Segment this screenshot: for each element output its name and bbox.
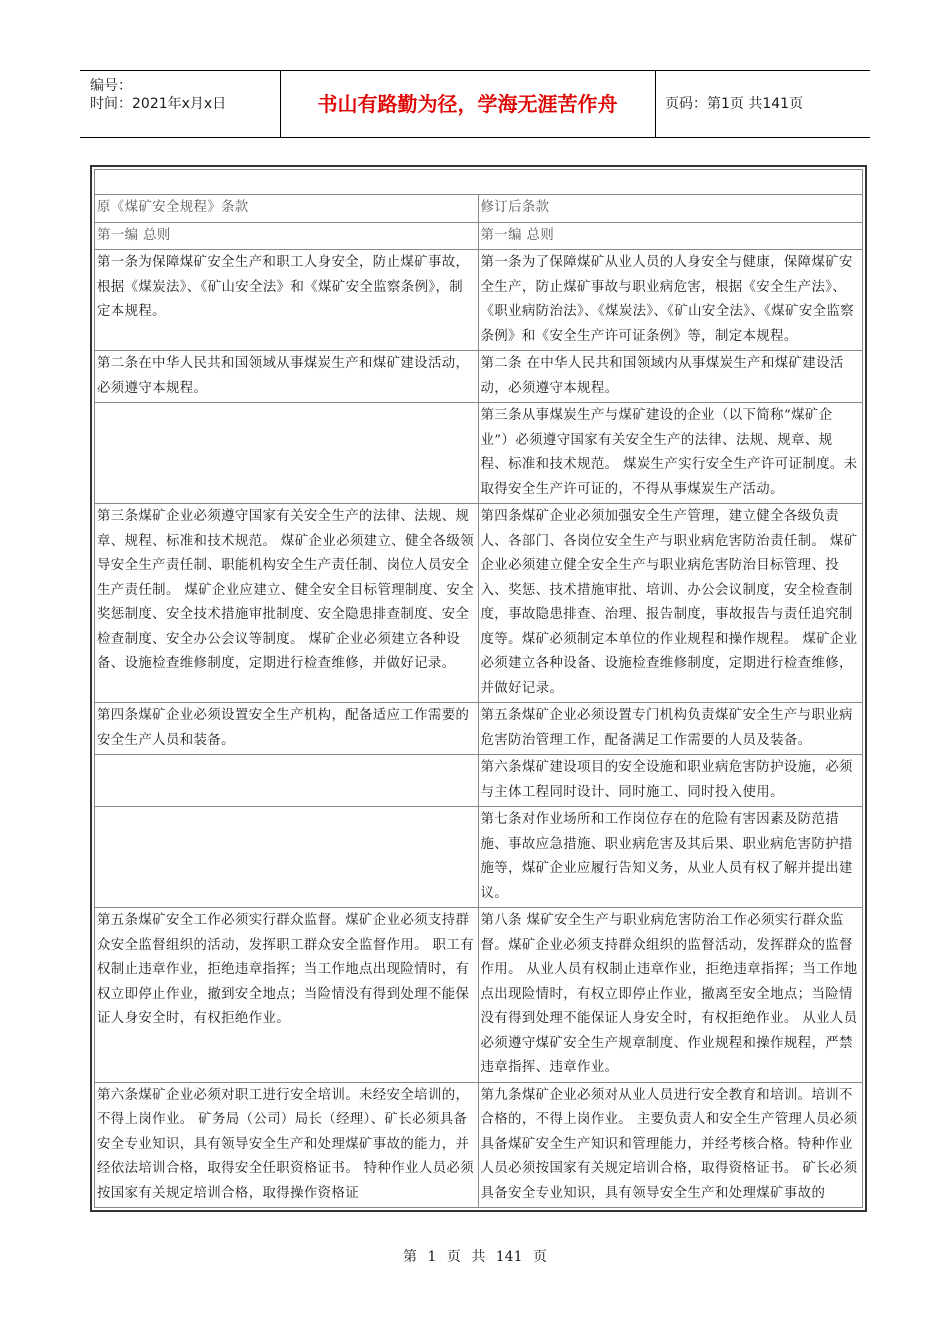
page-info: 页码：第1页 共141页 bbox=[665, 96, 804, 112]
clause-original: 第二条在中华人民共和国领域从事煤炭生产和煤矿建设活动，必须遵守本规程。 bbox=[95, 351, 479, 402]
footer-part: 共 bbox=[471, 1249, 486, 1265]
page-header bbox=[80, 70, 870, 138]
table-row bbox=[95, 703, 862, 755]
col-header-original: 原《煤矿安全规程》条款 bbox=[95, 195, 479, 222]
table-section-row bbox=[95, 223, 862, 251]
table-row bbox=[95, 755, 862, 807]
table-row bbox=[95, 908, 862, 1083]
clause-revised: 第四条煤矿企业必须加强安全生产管理，建立健全各级负责人、各部门、各岗位安全生产与职业病危害防治责任制。 煤矿企业必须建立健全安全生产与职业病危害防治目标管理、投入、奖惩、技术措施审批、培训、办公会议制度，安全检查制度，事故隐患排查、治理、报告制度，事故报告与责任追究制度等。煤矿必须制定本单位的作业规程和操作规程。 煤矿企业必须建立各种设备、设施检查维修制度，定期进行检查维修，并做好记录。 bbox=[480, 509, 858, 696]
page-footer bbox=[0, 1246, 950, 1266]
clause-revised: 第二条 在中华人民共和国领域内从事煤炭生产和煤矿建设活动，必须遵守本规程。 bbox=[480, 356, 844, 396]
footer-part: 页 bbox=[446, 1249, 461, 1265]
clause-original: 第六条煤矿企业必须对职工进行安全培训。未经安全培训的，不得上岗作业。 矿务局（公司）局长（经理）、矿长必须具备安全专业知识，具有领导安全生产和处理煤矿事故的能力，并经依法培训合格，取得安全任职资格证书。 特种作业人员必须按国家有关规定培训合格，取得操作资格证 bbox=[95, 1083, 479, 1208]
table-header-row bbox=[95, 195, 862, 223]
comparison-table bbox=[90, 165, 867, 1212]
footer-part: 页 bbox=[532, 1249, 547, 1265]
clause-revised: 第九条煤矿企业必须对从业人员进行安全教育和培训。培训不合格的，不得上岗作业。 主要负责人和安全生产管理人员必须具备煤矿安全生产知识和管理能力，并经考核合格。特种作业人员必须按国家有关规定培训合格，取得资格证书。 矿长必须具备安全专业知识，具有领导安全生产和处理煤矿事故的 bbox=[480, 1087, 858, 1201]
clause-original bbox=[95, 403, 479, 503]
section-revised: 第一编 总则 bbox=[480, 227, 555, 243]
footer-part: 141 bbox=[495, 1249, 523, 1265]
date-label: 时间：2021年x月x日 bbox=[90, 96, 227, 112]
section-original: 第一编 总则 bbox=[95, 223, 479, 250]
table-row bbox=[95, 250, 862, 351]
footer-part: 第 bbox=[403, 1249, 418, 1265]
clause-original: 第一条为保障煤矿安全生产和职工人身安全，防止煤矿事故，根据《煤炭法》、《矿山安全法》和《煤矿安全监察条例》，制定本规程。 bbox=[95, 250, 479, 350]
table-row bbox=[95, 351, 862, 403]
clause-original: 第五条煤矿安全工作必须实行群众监督。煤矿企业必须支持群众安全监督组织的活动，发挥职工群众安全监督作用。 职工有权制止违章作业，拒绝违章指挥；当工作地点出现险情时，有权立即停止作业，撤到安全地点；当险情没有得到处理不能保证人身安全时，有权拒绝作业。 bbox=[95, 908, 479, 1082]
clause-original: 第四条煤矿企业必须设置安全生产机构，配备适应工作需要的安全生产人员和装备。 bbox=[95, 703, 479, 754]
footer-part: 1 bbox=[427, 1249, 437, 1265]
col-header-revised: 修订后条款 bbox=[480, 200, 550, 215]
table-row bbox=[95, 403, 862, 504]
table-row bbox=[95, 807, 862, 908]
table-row bbox=[95, 504, 862, 703]
clause-revised: 第七条对作业场所和工作岗位存在的危险有害因素及防范措施、事故应急措施、职业病危害及其后果、职业病危害防护措施等，煤矿企业应履行告知义务，从业人员有权了解并提出建议。 bbox=[480, 812, 853, 901]
clause-revised: 第六条煤矿建设项目的安全设施和职业病危害防护设施，必须与主体工程同时设计、同时施工、同时投入使用。 bbox=[480, 760, 853, 800]
clause-revised: 第三条从事煤炭生产与煤矿建设的企业（以下简称“煤矿企业”）必须遵守国家有关安全生产的法律、法规、规章、规程、标准和技术规范。 煤炭生产实行安全生产许可证制度。未取得安全生产许可证的，不得从事煤炭生产活动。 bbox=[480, 408, 858, 497]
clause-revised: 第一条为了保障煤矿从业人员的人身安全与健康，保障煤矿安全生产，防止煤矿事故与职业病危害，根据《安全生产法》、《职业病防治法》、《煤炭法》、《矿山安全法》、《煤矿安全监察条例》和《安全生产许可证条例》等，制定本规程。 bbox=[480, 255, 855, 344]
clause-original bbox=[95, 807, 479, 907]
header-meta bbox=[80, 71, 281, 137]
clause-revised: 第五条煤矿企业必须设置专门机构负责煤矿安全生产与职业病危害防治管理工作，配备满足工作需要的人员及装备。 bbox=[480, 708, 853, 748]
serial-label: 编号： bbox=[90, 78, 132, 94]
table-row bbox=[95, 1083, 862, 1208]
motto: 书山有路勤为径，学海无涯苦作舟 bbox=[280, 71, 656, 137]
clause-original: 第三条煤矿企业必须遵守国家有关安全生产的法律、法规、规章、规程、标准和技术规范。 煤矿企业必须建立、健全各级领导安全生产责任制、职能机构安全生产责任制、岗位人员安全生产责任制。 煤矿企业应建立、健全安全目标管理制度、安全奖惩制度、安全技术措施审批制度、安全隐患排查制度、安全检查制度、安全办公会议等制度。 煤矿企业必须建立各种设备、设施检查维修制度，定期进行检查维修，并做好记录。 bbox=[95, 504, 479, 702]
clause-revised: 第八条 煤矿安全生产与职业病危害防治工作必须实行群众监督。煤矿企业必须支持群众组织的监督活动，发挥群众的监督作用。 从业人员有权制止违章作业，拒绝违章指挥；当工作地点出现险情时，有权立即停止作业，撤离至安全地点；当险情没有得到处理不能保证人身安全时，有权拒绝作业。 从业人员必须遵守煤矿安全生产规章制度、作业规程和操作规程，严禁违章指挥、违章作业。 bbox=[480, 913, 858, 1075]
table-blank-row bbox=[95, 170, 862, 195]
clause-original bbox=[95, 755, 479, 806]
